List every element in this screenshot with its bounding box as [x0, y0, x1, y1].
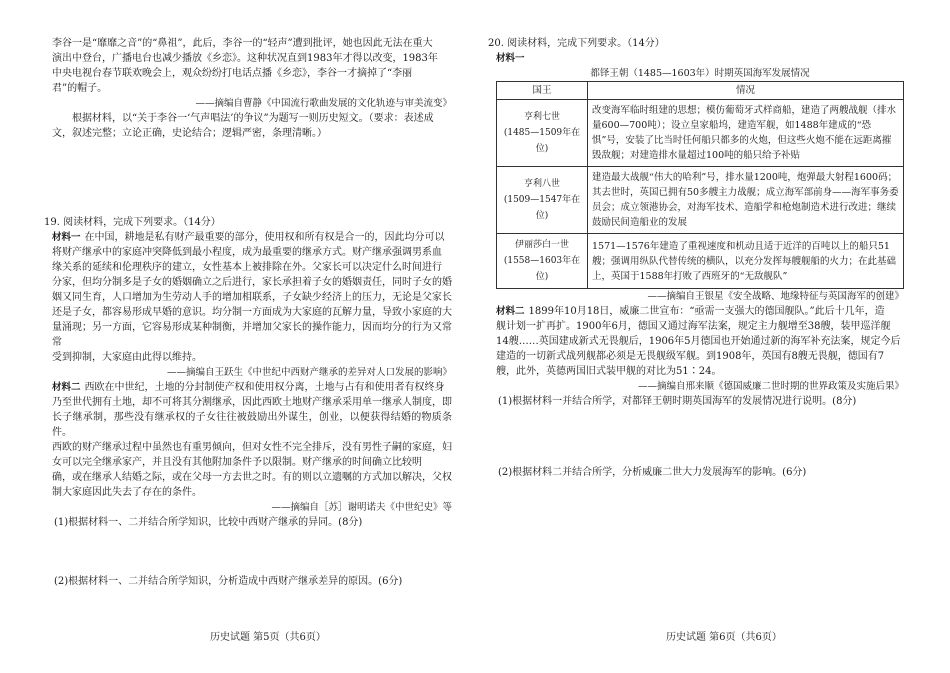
king-cell: [497, 100, 588, 167]
material-1-label: 材料一: [52, 232, 81, 243]
table-row: [497, 100, 904, 167]
question-20-2: (2)根据材料二并结合所学，分析威廉二世大力发展海军的影响。(6分): [498, 467, 807, 478]
material-line: 14艘……英国建成新式无畏舰后，1906年5月德国也开始通过新的海军补充法案，规定今后: [496, 336, 901, 347]
material-2-label: 材料二: [496, 306, 525, 317]
header-king: 国王: [497, 82, 588, 100]
material-line: 分家，但均分制多是子女的婚姻确立之后进行，家长承担着子女的婚姻责任，同时子女的婚: [52, 277, 452, 288]
text-line: 演出中登台，广播电台也减少播放《乡恋》。这种状况直到1983年才得以改变，1983年: [52, 53, 438, 64]
page-footer-right: 历史试题 第6页（共6页）: [666, 632, 782, 643]
material-line: 艘，此外，英德两国旧式装甲舰的对比为51∶24。: [496, 366, 722, 377]
material-line: [52, 230, 452, 245]
answer-space: [496, 409, 904, 465]
material-2-label: 材料二: [52, 382, 81, 393]
king-name: 伊丽莎白一世: [514, 240, 569, 250]
task-line: 文，叙述完整；立论正确，史论结合；逻辑严密，条理清晰。）: [52, 128, 327, 139]
header-detail: 情况: [588, 82, 904, 100]
material-1-label: 材料一: [496, 53, 525, 64]
king-name: 亨利七世: [523, 112, 560, 122]
material-line: 长子继承制，那些没有继承权的子女往往被鼓励出外谋生，创业，以便获得结婚的物质条件。: [52, 412, 452, 438]
material-line: 舰计划一扩再扩。1900年6月，德国又通过海军法案，规定主力舰增至38艘，装甲巡洋舰: [496, 321, 891, 332]
page-footer-left: 历史试题 第5页（共6页）: [210, 632, 326, 643]
material-line: 西欧的财产继承过程中虽然也有重男倾向，但对女性不完全排斥，没有男性子嗣的家庭，妇: [52, 442, 452, 453]
question-19-1: (1)根据材料一、二并结合所学知识，比较中西财产继承的异同。(8分): [54, 517, 363, 528]
material-line: 还是子女，都容易形成早婚的意识。均分制一方面成为大家庭的瓦解力量，导致小家庭的大: [52, 307, 452, 318]
detail-cell: 改变海军临时组建的思想；模仿葡萄牙式样商船，建造了两艘战舰（排水量600—700吨）；设立皇家船坞，建造军舰，如1488年建成的“恐惧”号，安装了比当时任何船只都多的火炮，但这些火炮不能在远距离摧毁敌舰；对建造排水量超过100吨的船只给予补贴: [588, 100, 904, 167]
king-reign: (1558—1603年在位): [503, 256, 581, 282]
text-line: 君”的帽子。: [52, 83, 108, 94]
king-cell: [497, 167, 588, 234]
material-line: 乃至世代拥有土地，却不可将其分割继承，因此西欧土地财产继承采用单一继承人制度，即: [52, 397, 452, 408]
left-page: [44, 36, 452, 589]
material-line: 建造的一切新式战列舰都必须是无畏舰级军舰。到1908年，英国有8艘无畏舰，德国有7: [496, 351, 885, 362]
material-line: [496, 304, 904, 319]
right-page: [488, 36, 904, 480]
source-citation: ——摘编自王银星《安全战略、地缘特征与英国海军的创建》: [647, 291, 904, 302]
material-line: 姻又同生育，人口增加为生劳动人手的增加相联系，子女缺少经济上的压力，无论是父家长: [52, 292, 452, 303]
material-line: 女可以完全继承家产，并且没有其他附加条件予以限制。财产继承的时间确立比较明: [52, 457, 422, 468]
material-line: 将财产继承中的家庭冲突降低到最小程度，成为最重要的继承方式。财产继承强调男系血: [52, 247, 442, 258]
king-reign: (1509—1547年在位): [503, 195, 581, 221]
task-line: 根据材料，以“关于李谷一‘气声唱法’的争议”为题写一则历史短文。（要求：表述成: [72, 113, 434, 124]
table-row: [497, 234, 904, 289]
table-caption: 都铎王朝（1485—1603年）时期英国海军发展情况: [590, 68, 810, 79]
material-text: 西欧在中世纪，土地的分封制使产权和使用权分离，土地与占有和使用者有权终身: [84, 382, 445, 393]
material-line: 受到抑制，大家庭由此得以维持。: [52, 352, 202, 363]
king-name: 亨利八世: [523, 179, 560, 189]
question-20-heading: 20. 阅读材料，完成下列要求。（14分）: [488, 38, 665, 49]
question-19-2: (2)根据材料一、二并结合所学知识，分析造成中西财产继承差异的原因。(6分): [54, 576, 403, 587]
navy-table: [496, 81, 904, 289]
text-line: 中央电视台春节联欢晚会上，观众纷纷打电话点播《乡恋》，李谷一才摘掉了“李丽: [52, 68, 413, 79]
material-line: [52, 380, 452, 395]
source-citation: ——摘编自曹静《中国流行歌曲发展的文化轨迹与审美流变》: [195, 98, 452, 109]
answer-space: [52, 141, 452, 215]
detail-cell: 1571—1576年建造了重视速度和机动且适于近洋的百吨以上的船只51艘；强调用纵队代替传统的横队，以充分发挥每艘舰船的火力；在此基础上，英国于1588年打败了西班牙的“无敌舰队”: [588, 234, 904, 289]
question-19-heading: 19. 阅读材料，完成下列要求。（14分）: [44, 217, 221, 228]
detail-cell: 建造最大战舰“伟大的哈利”号，排水量1200吨，炮弹最大射程1600码；其去世时，英国已拥有50多艘主力战舰；成立海军部前身——海军事务委员会；成立领港协会，对海军技术、造船学和枪炮制造术进行改进；继续鼓励民间造船业的发展: [588, 167, 904, 234]
material-text: 在中国，耕地是私有财产最重要的部分，使用权和所有权是合一的，因此均分可以: [84, 232, 445, 243]
source-citation: ——摘编自邢来顺《德国威廉二世时期的世界政策及实施后果》: [637, 381, 904, 392]
table-header-row: [497, 82, 904, 100]
answer-space: [52, 530, 452, 574]
source-citation: ——摘编自王跃生《中世纪中西财产继承的差异对人口发展的影响》: [166, 367, 452, 378]
material-line: 确，或在继承人结婚之际，或在父母一方去世之时。有的则以立遗嘱的方式加以解决，父权: [52, 472, 452, 483]
material-line: 缘关系的延续和伦理秩序的建立，女性基本上被排除在外。父家长可以决定什么时间进行: [52, 262, 442, 273]
king-reign: (1485—1509年在位): [503, 128, 581, 154]
material-line: 量涌现；另一方面，它容易形成某种制衡，并增加父家长的操作能力，因而均分的行为又常常: [52, 322, 452, 348]
source-citation: ——摘编自［苏］谢明诺夫《中世纪史》等: [271, 502, 452, 513]
question-20-1: (1)根据材料一并结合所学，对都铎王朝时期英国海军的发展情况进行说明。(8分): [498, 396, 857, 407]
table-row: [497, 167, 904, 234]
text-line: 李谷一是“靡靡之音”的“鼻祖”，此后，李谷一的“轻声”遭到批评，她也因此无法在重大: [52, 38, 433, 49]
material-text: 1899年10月18日，威廉二世宣布：“亟需一支强大的德国舰队。”此后十几年，造: [528, 306, 885, 317]
material-line: 制大家庭因此失去了存在的条件。: [52, 487, 202, 498]
king-cell: [497, 234, 588, 289]
